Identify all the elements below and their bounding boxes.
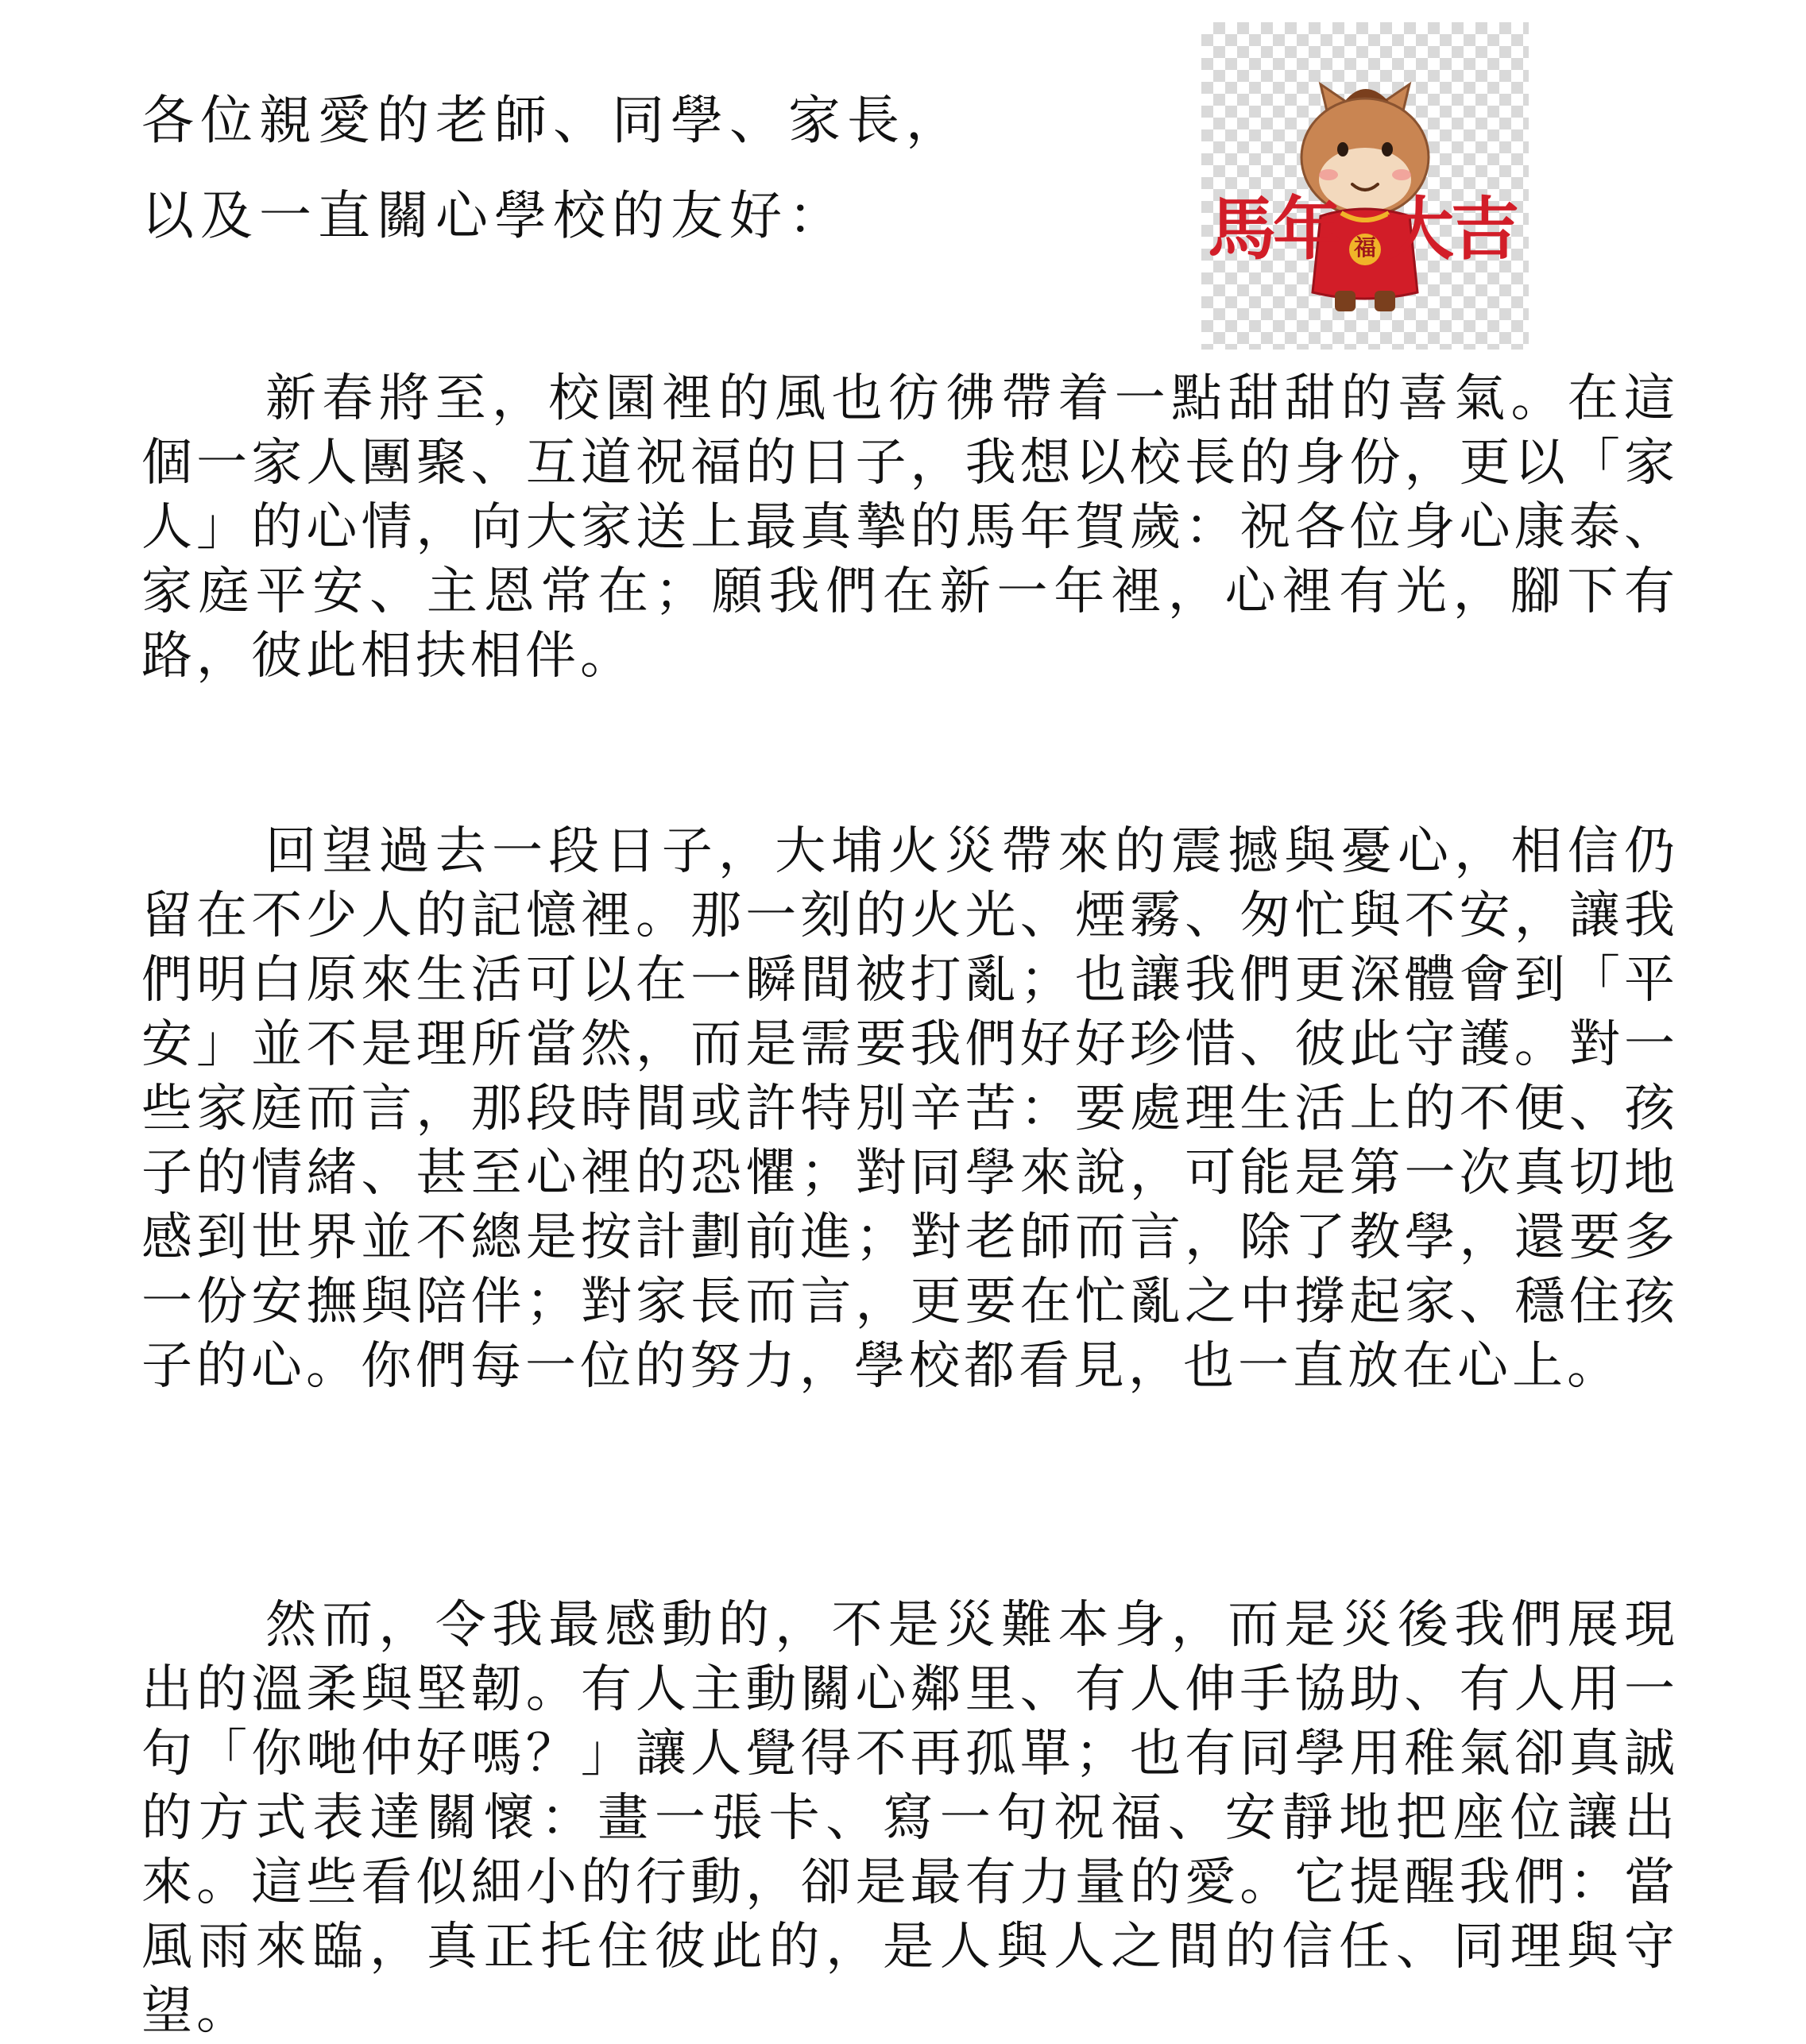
badge-text-right: 大吉 (1386, 190, 1516, 269)
paragraph-new-year-greeting: 新春將至，校園裡的風也彷彿帶着一點甜甜的喜氣。在這個一家人團聚、互道祝福的日子，我想以校長的身份，更以「家人」的心情，向大家送上最真摯的馬年賀歲：祝各位身心康泰、家庭平安、主恩常在；願我們在新一年裡，心裡有光，腳下有路，彼此相扶相伴。 (141, 369, 1679, 686)
salutation (141, 73, 1174, 264)
salutation-line-1: 各位親愛的老師、同學、家長， (141, 90, 965, 151)
horse-mascot-icon (1201, 22, 1529, 350)
salutation-line-2: 以及一直關心學校的友好： (141, 185, 847, 246)
paragraph-resilience: 然而，令我最感動的，不是災難本身，而是災後我們展現出的溫柔與堅韌。有人主動關心鄰里、有人伸手協助、有人用一句「你哋仲好嗎？」讓人覺得不再孤單；也有同學用稚氣卻真誠的方式表達關懷：畫一張卡、寫一句祝福、安靜地把座位讓出來。這些看似細小的行動，卻是最有力量的愛。它提醒我們：當風雨來臨，真正托住彼此的，是人與人之間的信任、同理與守望。 (141, 1596, 1679, 2041)
horse-year-greeting-image (1201, 22, 1529, 350)
charm-character: 福 (1354, 234, 1377, 261)
paragraph-fire-reflection: 回望過去一段日子，大埔火災帶來的震撼與憂心，相信仍留在不少人的記憶裡。那一刻的火光、煙霧、匆忙與不安，讓我們明白原來生活可以在一瞬間被打亂；也讓我們更深體會到「平安」並不是理所當然，而是需要我們好好珍惜、彼此守護。對一些家庭而言，那段時間或許特別辛苦：要處理生活上的不便、孩子的情緒、甚至心裡的恐懼；對同學來說，可能是第一次真切地感到世界並不總是按計劃前進；對老師而言，除了教學，還要多一份安撫與陪伴；對家長而言，更要在忙亂之中撐起家、穩住孩子的心。你們每一位的努力，學校都看見，也一直放在心上。 (141, 822, 1679, 1396)
badge-text-left: 馬年 (1208, 190, 1338, 269)
